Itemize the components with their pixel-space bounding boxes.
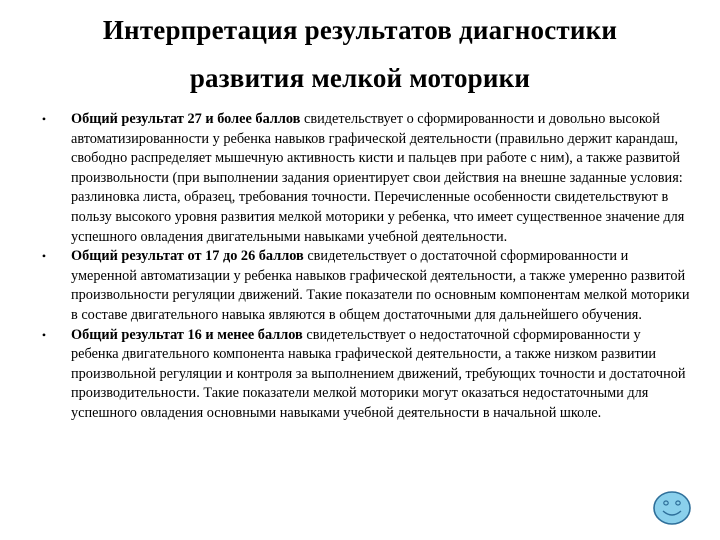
bullet-lead: Общий результат 27 и более баллов xyxy=(71,111,301,127)
bullet-lead: Общий результат 16 и менее баллов xyxy=(71,326,303,343)
slide-title xyxy=(20,6,700,102)
bullet-item xyxy=(38,326,690,424)
bullet-lead: Общий результат от 17 до 26 баллов xyxy=(71,248,304,265)
bullet-text: свидетельствует о сформированности и довольно высокой автоматизированности у ребенка навыков графической деятельности (правильно держит карандаш, свободно распределяет мышечную активность кисти и пальцев при работе с ним), а также развитой произвольности (при выполнении задания ориентирует свои действия на внешне заданные условия: разлиновка листа, образец, требования точности. Перечисленные особенности свидетельствуют в пользу высокого уровня развития мелкой моторики у ребенка, что имеет существенное значение для успешного овладения двигательными навыками учебной деятельности. xyxy=(71,111,685,245)
bullet-marker: • xyxy=(41,112,47,126)
bullet-text: свидетельствует о достаточной сформированности и умеренной автоматизации у ребенка навыков графической деятельности, а также умеренно развитой произвольности регуляции движений. Такие показатели по основным компонентам мелкой моторики в составе двигательного навыка являются в общем достаточными для дальнейшего обучения. xyxy=(71,248,690,323)
title-line-1: Интерпретация результатов диагностики xyxy=(102,15,618,45)
bullet-list xyxy=(38,110,690,424)
bullet-text: свидетельствует о недостаточной сформированности у ребенка двигательного компонента навыка графической деятельности, а также низком развитии произвольной регуляции и контроля за выполнением движений, требующих точности и достаточной производительности. Такие показатели мелкой моторики могут оказаться недостаточными для успешного овладения основными навыками учебной деятельности в начальной школе. xyxy=(71,326,686,421)
bullet-item xyxy=(38,247,690,325)
smiley-face-icon xyxy=(652,490,692,526)
title-line-2: развития мелкой моторики xyxy=(189,63,531,93)
bullet-item xyxy=(38,110,690,247)
bullet-marker: • xyxy=(41,327,47,342)
bullet-marker: • xyxy=(41,249,47,264)
